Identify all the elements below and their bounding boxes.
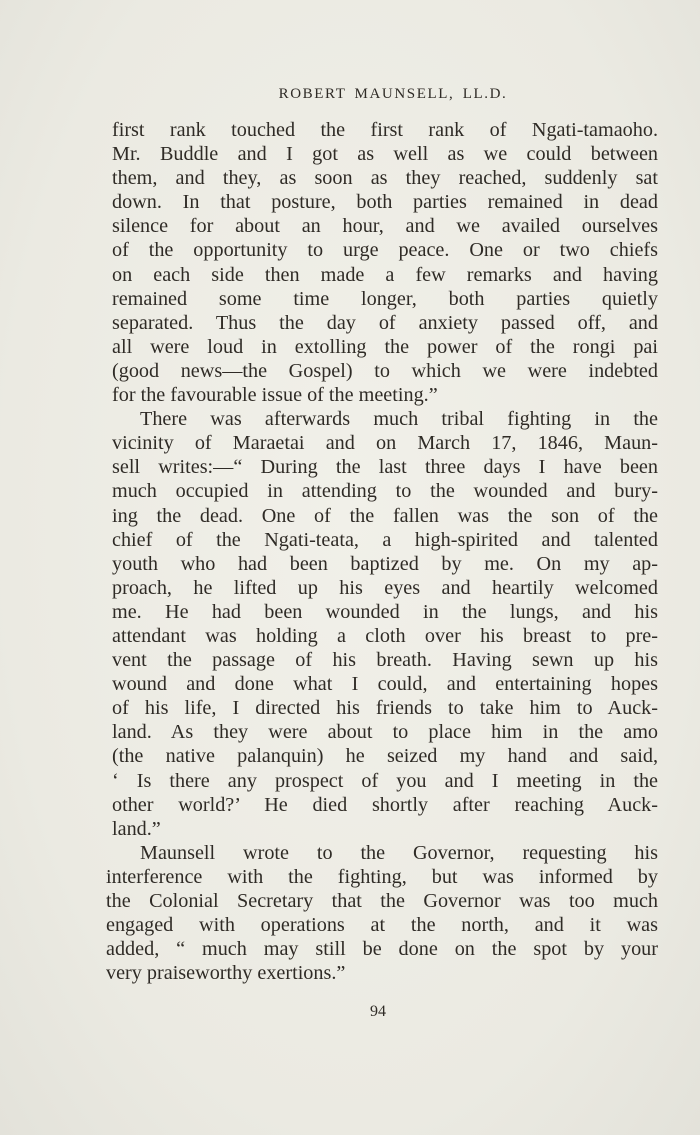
text-line: remained some time longer, both parties quietly [112,287,658,310]
paragraph [112,407,658,841]
text-line: much occupied in attending to the wounded and bury- [112,480,658,503]
text-line: youth who had been baptized by me. On my ap- [112,552,658,575]
text-line: There was afterwards much tribal fighting in the [140,408,658,431]
text-line: the Colonial Secretary that the Governor was too much [106,890,658,912]
text-line: chief of the Ngati-teata, a high-spirited and talented [112,528,658,551]
text-line: other world?’ He died shortly after reaching Auck- [112,793,658,816]
text-line: separated. Thus the day of anxiety passed off, and [112,311,658,334]
text-line: engaged with operations at the north, and it was [106,914,658,937]
text-line: (the native palanquin) he seized my hand and said, [112,745,658,768]
text-line: of his life, I directed his friends to take him to Auck- [112,697,658,720]
text-line: vicinity of Maraetai and on March 17, 1846, Maun- [112,432,658,455]
text-line: all were loud in extolling the power of the rongi pai [112,335,658,358]
text-line: proach, he lifted up his eyes and heartily welcomed [112,576,658,599]
text-line: for the favourable issue of the meeting.” [112,384,438,407]
text-line: ‘ Is there any prospect of you and I meeting in the [112,769,658,792]
text-line: land.” [112,817,161,840]
text-line: them, and they, as soon as they reached, suddenly sat [112,167,658,190]
text-line: on each side then made a few remarks and having [112,263,658,286]
paragraph [106,841,658,986]
text-line: of the opportunity to urge peace. One or two chiefs [112,239,658,262]
text-line: me. He had been wounded in the lungs, and his [112,600,658,623]
text-line: (good news—the Gospel) to which we were indebted [112,359,658,382]
text-line: land. As they were about to place him in the amo [112,721,658,744]
text-line: interference with the fighting, but was informed by [106,865,658,888]
text-line: first rank touched the first rank of Ngati-tamaoho. [112,119,658,141]
text-line: wound and done what I could, and entertaining hopes [112,673,658,696]
page-number: 94 [370,1003,386,1020]
text-line: Mr. Buddle and I got as well as we could between [112,143,658,166]
text-line: ing the dead. One of the fallen was the son of the [112,504,658,527]
text-line: very praiseworthy exertions.” [106,962,346,985]
body-text [106,118,658,985]
text-line: vent the passage of his breath. Having sewn up his [112,649,658,672]
text-line: down. In that posture, both parties remained in dead [112,191,658,214]
running-head: ROBERT MAUNSELL, LL.D. [278,86,508,102]
text-line: added, “ much may still be done on the spot by your [106,938,658,961]
text-line: silence for about an hour, and we availed ourselves [112,215,658,238]
text-line: Maunsell wrote to the Governor, requesting his [140,841,658,864]
text-line: attendant was holding a cloth over his breast to pre- [112,624,658,647]
paragraph [112,118,658,407]
text-line: sell writes:—“ During the last three days I have been [112,456,658,479]
